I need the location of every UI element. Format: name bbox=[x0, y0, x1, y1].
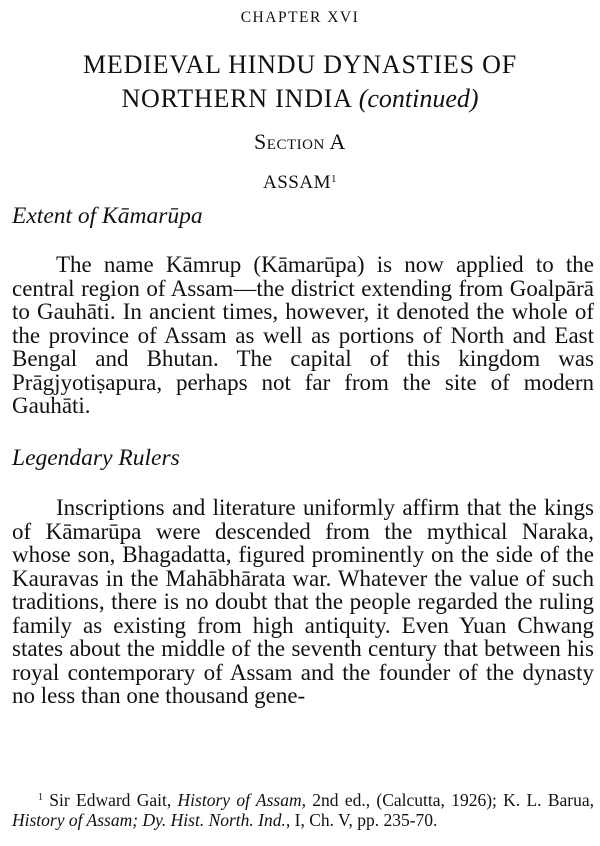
footnote-work1: History of Assam, bbox=[177, 790, 306, 810]
subheading-legendary-rulers: Legendary Rulers bbox=[12, 445, 180, 471]
footnote-details1: 2nd ed., (Calcutta, 1926); K. L. Barua, bbox=[312, 790, 595, 810]
chapter-title-line2: NORTHERN INDIA bbox=[121, 84, 352, 113]
chapter-title bbox=[0, 48, 600, 116]
footnote-marker: 1 bbox=[38, 792, 43, 803]
chapter-title-line1: MEDIEVAL HINDU DYNASTIES OF bbox=[83, 50, 517, 79]
footnote-author1: Sir Edward Gait, bbox=[49, 790, 172, 810]
paragraph-legendary-rulers: Inscriptions and literature uniformly affirm that the kings of Kāmarūpa were descended from the mythical Naraka, whose son, Bhagadatta, figured prominently on the side of the Kauravas in the Mahābhārata war. Whatever the value of such traditions, there is no doubt that the people regarded the ruling family as existing from high antiquity. Even Yuan Chwang states about the middle of the seventh century that between his royal contemporary of Assam and the founder of the dynasty no less than one thousand gene- bbox=[12, 495, 594, 708]
footnote-details2: I, Ch. V, pp. 235-70. bbox=[294, 809, 438, 830]
paragraph-extent: The name Kāmrup (Kāmarūpa) is now applied to the central region of Assam—the district extending from Goalpārā to Gauhāti. In ancient times, however, it denoted the whole of the province of Assam as well as portions of North and East Bengal and Bhutan. The capital of this kingdom was Prāgjyotiṣapura, perhaps not far from the site of modern Gauhāti. bbox=[12, 252, 594, 418]
region-heading bbox=[0, 172, 600, 194]
footnote-work2: History of Assam; bbox=[12, 809, 139, 830]
region-heading-text: ASSAM bbox=[263, 172, 331, 193]
footnote bbox=[12, 788, 594, 830]
footnote-reference-marker: 1 bbox=[330, 173, 337, 185]
subheading-extent: Extent of Kāmarūpa bbox=[12, 203, 203, 229]
chapter-heading: CHAPTER XVI bbox=[240, 9, 360, 26]
chapter-title-continued: (continued) bbox=[358, 84, 479, 113]
footnote-work3: Dy. Hist. North. Ind., bbox=[142, 809, 291, 830]
section-heading: Section A bbox=[254, 129, 346, 154]
